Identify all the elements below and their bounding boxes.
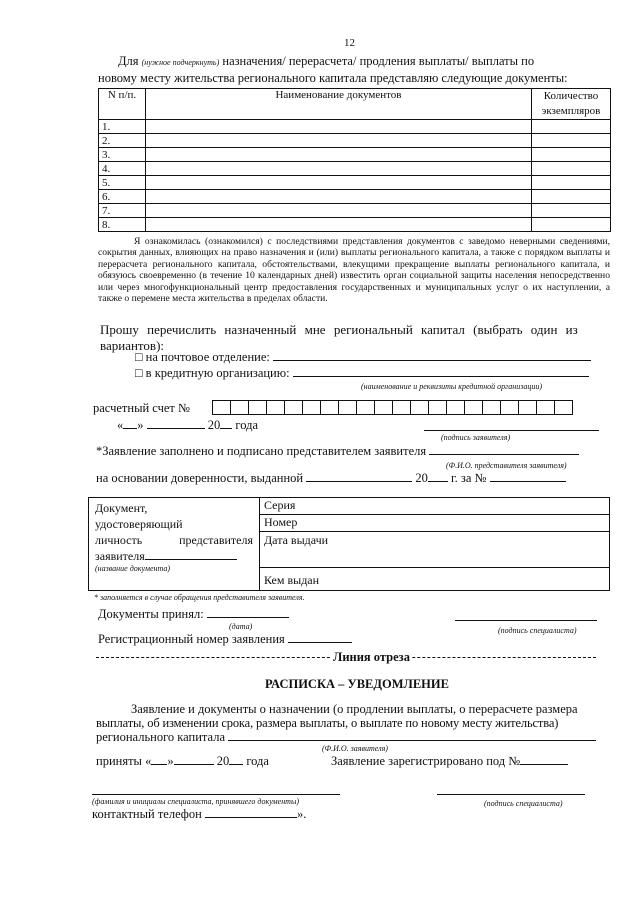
row-doc-name-cell[interactable] (146, 176, 532, 190)
account-digit-cell[interactable] (321, 400, 339, 415)
cut-line-label: Линия отреза (333, 650, 410, 664)
page-number: 12 (344, 37, 355, 49)
row-quantity-cell[interactable] (532, 190, 611, 204)
receipt-date-open: « (145, 754, 152, 768)
row-number: 6. (99, 190, 146, 204)
row-quantity-cell[interactable] (532, 134, 611, 148)
receipt-line-3 (96, 730, 596, 745)
reg-number-line (98, 632, 352, 647)
col-number: N п/п. (99, 89, 146, 120)
representative-fio-hint: (Ф.И.О. представителя заявителя) (446, 461, 567, 470)
documents-table-row (99, 218, 611, 232)
documents-table-header (99, 89, 611, 120)
row-number: 4. (99, 162, 146, 176)
row-doc-name-cell[interactable] (146, 204, 532, 218)
documents-table (98, 88, 611, 232)
footnote: * заполняется в случае обращения представителя заявителя. (94, 593, 305, 602)
receipt-capital-label: регионального капитала (96, 730, 225, 744)
receipt-year-prefix: 20 (216, 754, 230, 768)
specialist-name-line[interactable] (92, 784, 340, 795)
account-digit-cell[interactable] (411, 400, 429, 415)
year-prefix: 20 (207, 418, 221, 432)
applicant-signature-line[interactable] (424, 420, 599, 431)
receipt-registered-label: Заявление зарегистрировано под № (331, 754, 521, 768)
poa-number-field[interactable] (490, 471, 566, 482)
id-doc-line-3 (95, 532, 253, 548)
option-credit-org[interactable] (135, 366, 589, 381)
applicant-signature-hint: (подпись заявителя) (441, 433, 511, 442)
acknowledgement-text: Я ознакомилась (ознакомился) с последствиями представления документов с заведомо неверными сведениями, сокрытия данных, влияющих на право назначения и (или) выплаты регионального капитала, а также с порядком выплаты и перерасчета регионального капитала, обстоятельствами, влекущими прекращение выплаты регионального капитала, и обязуюсь своевременно (в течение 10 календарных дней) известить орган социальной защиты населения непосредственно или через многофункциональный центр предоставления государственных и муниципальных услуг о их наступлении, а также о перемене места жительства в пределах области. (98, 236, 610, 305)
row-quantity-cell[interactable] (532, 148, 611, 162)
poa-year-field[interactable] (428, 471, 448, 482)
account-digit-cell[interactable] (429, 400, 447, 415)
bank-hint: (наименование и реквизиты кредитной организации) (361, 382, 543, 391)
row-number: 8. (99, 218, 146, 232)
power-of-attorney-line (96, 471, 566, 486)
account-digit-cell[interactable] (537, 400, 555, 415)
account-digit-cell[interactable] (519, 400, 537, 415)
account-digit-cell[interactable] (483, 400, 501, 415)
phone-field[interactable] (205, 807, 297, 818)
poa-year-prefix: 20 (415, 471, 428, 485)
col-quantity: Количество экземпляров (532, 89, 611, 120)
reg-number-label: Регистрационный номер заявления (98, 632, 285, 646)
credit-org-field[interactable] (293, 366, 589, 377)
poa-month-field[interactable] (340, 471, 412, 482)
row-number: 5. (99, 176, 146, 190)
id-doc-word: заявителя (95, 549, 145, 563)
reg-number-field[interactable] (288, 632, 352, 643)
receipt-registered-line (331, 754, 568, 769)
row-quantity-cell[interactable] (532, 120, 611, 134)
accepted-line (98, 607, 289, 622)
id-doc-word: личность (95, 533, 143, 547)
row-doc-name-cell[interactable] (146, 190, 532, 204)
representative-line (96, 444, 579, 459)
date-open-quote: « (117, 418, 124, 432)
option-bank-label: □ в кредитную организацию: (135, 366, 290, 380)
documents-table-row (99, 176, 611, 190)
receipt-year-field[interactable] (229, 754, 243, 765)
account-digit-cell[interactable] (465, 400, 483, 415)
account-digit-cell[interactable] (212, 400, 231, 415)
id-doc-left (95, 500, 253, 564)
specialist-name-hint: (фамилия и инициалы специалиста, принявшего документы) (92, 797, 300, 806)
specialist-signature-hint: (подпись специалиста) (498, 626, 577, 635)
row-doc-name-cell[interactable] (146, 134, 532, 148)
specialist-signature-line[interactable] (455, 610, 597, 621)
id-doc-line (95, 548, 253, 564)
account-number-cells[interactable] (212, 400, 573, 415)
account-digit-cell[interactable] (375, 400, 393, 415)
representative-text: *Заявление заполнено и подписано представителем заявителя (96, 444, 427, 458)
intro-line-2: новому месту жительства регионального капитала представляю следующие документы: (98, 71, 568, 85)
id-doc-fields (259, 498, 610, 590)
row-quantity-cell[interactable] (532, 162, 611, 176)
account-digit-cell[interactable] (393, 400, 411, 415)
documents-table-row (99, 120, 611, 134)
account-label: расчетный счет № (93, 401, 190, 415)
account-digit-cell[interactable] (285, 400, 303, 415)
month-field[interactable] (147, 418, 205, 429)
receipt-date-line[interactable] (96, 754, 269, 769)
receipt-specialist-sign-hint: (подпись специалиста) (484, 799, 563, 808)
row-quantity-cell[interactable] (532, 204, 611, 218)
id-doc-line: Документ, (95, 501, 148, 515)
year-suffix: года (235, 418, 258, 432)
doc-name-field[interactable] (145, 550, 237, 560)
option-post-office[interactable] (135, 350, 591, 365)
field-series[interactable]: Серия (260, 498, 610, 515)
account-digit-cell[interactable] (303, 400, 321, 415)
account-digit-cell[interactable] (501, 400, 519, 415)
intro-rest: назначения/ перерасчета/ продления выплаты/ выплаты по (222, 54, 535, 68)
row-number: 3. (99, 148, 146, 162)
field-issued-by[interactable]: Кем выдан (264, 573, 320, 587)
post-office-field[interactable] (273, 350, 591, 361)
documents-table-row (99, 162, 611, 176)
row-quantity-cell[interactable] (532, 176, 611, 190)
transfer-request-line-1: Прошу перечислить назначенный мне региональный капитал (выбрать один из (100, 322, 578, 337)
row-number: 2. (99, 134, 146, 148)
account-digit-cell[interactable] (231, 400, 249, 415)
intro-prefix: Для (118, 54, 139, 68)
accepted-date-field[interactable] (207, 607, 289, 618)
documents-table-row (99, 190, 611, 204)
account-digit-cell[interactable] (357, 400, 375, 415)
row-doc-name-cell[interactable] (146, 120, 532, 134)
accepted-date-hint: (дата) (229, 622, 253, 631)
row-number: 1. (99, 120, 146, 134)
receipt-month-field[interactable] (174, 754, 214, 765)
year-field[interactable] (220, 418, 232, 429)
receipt-title: РАСПИСКА – УВЕДОМЛЕНИЕ (265, 677, 449, 691)
receipt-day-field[interactable] (151, 754, 167, 765)
phone-end: ». (296, 807, 307, 821)
id-document-block (88, 497, 610, 591)
row-doc-name-cell[interactable] (146, 218, 532, 232)
intro-line-1 (118, 54, 534, 69)
poa-day-field[interactable] (306, 471, 340, 482)
intro-hint: (нужное подчеркнуть) (141, 58, 220, 67)
account-digit-cell[interactable] (339, 400, 357, 415)
day-field[interactable] (123, 418, 137, 429)
date-close-quote: » (137, 418, 144, 432)
receipt-year-suffix: года (246, 754, 269, 768)
row-doc-name-cell[interactable] (146, 148, 532, 162)
col-doc-name: Наименование документов (146, 89, 532, 120)
power-of-attorney-label: на основании доверенности, выданной (96, 471, 304, 485)
account-digit-cell[interactable] (555, 400, 573, 415)
account-digit-cell[interactable] (447, 400, 465, 415)
poa-number-label: г. за № (450, 471, 487, 485)
receipt-line-1: Заявление и документы о назначении (о продлении выплаты, о перерасчете размера (131, 702, 578, 716)
receipt-line-2: выплаты, об изменении срока, размера выплаты, о выплате по новому месту жительства) (96, 716, 559, 730)
receipt-fio-hint: (Ф.И.О. заявителя) (322, 744, 388, 753)
documents-table-row (99, 134, 611, 148)
phone-line (92, 807, 306, 822)
doc-name-hint: (название документа) (95, 564, 170, 573)
transfer-request-line-2: вариантов): (100, 338, 165, 353)
id-doc-word: представителя (179, 533, 253, 547)
row-number: 7. (99, 204, 146, 218)
transfer-date[interactable] (117, 418, 258, 433)
accepted-label: Документы принял: (98, 607, 204, 621)
receipt-specialist-sign-line[interactable] (437, 784, 585, 795)
option-post-label: □ на почтовое отделение: (135, 350, 270, 364)
receipt-accepted-label: приняты (96, 754, 142, 768)
field-issue-date[interactable]: Дата выдачи (260, 532, 610, 568)
representative-fio-field[interactable] (429, 444, 579, 455)
account-digit-cell[interactable] (267, 400, 285, 415)
documents-table-row (99, 148, 611, 162)
row-doc-name-cell[interactable] (146, 162, 532, 176)
receipt-applicant-fio-field[interactable] (228, 730, 596, 741)
phone-label: контактный телефон (92, 807, 202, 821)
account-digit-cell[interactable] (249, 400, 267, 415)
receipt-registered-number-field[interactable] (520, 754, 568, 765)
receipt-date-close: » (167, 754, 174, 768)
id-doc-line: удостоверяющий (95, 517, 183, 531)
documents-table-row (99, 204, 611, 218)
field-number[interactable]: Номер (260, 515, 610, 532)
row-quantity-cell[interactable] (532, 218, 611, 232)
